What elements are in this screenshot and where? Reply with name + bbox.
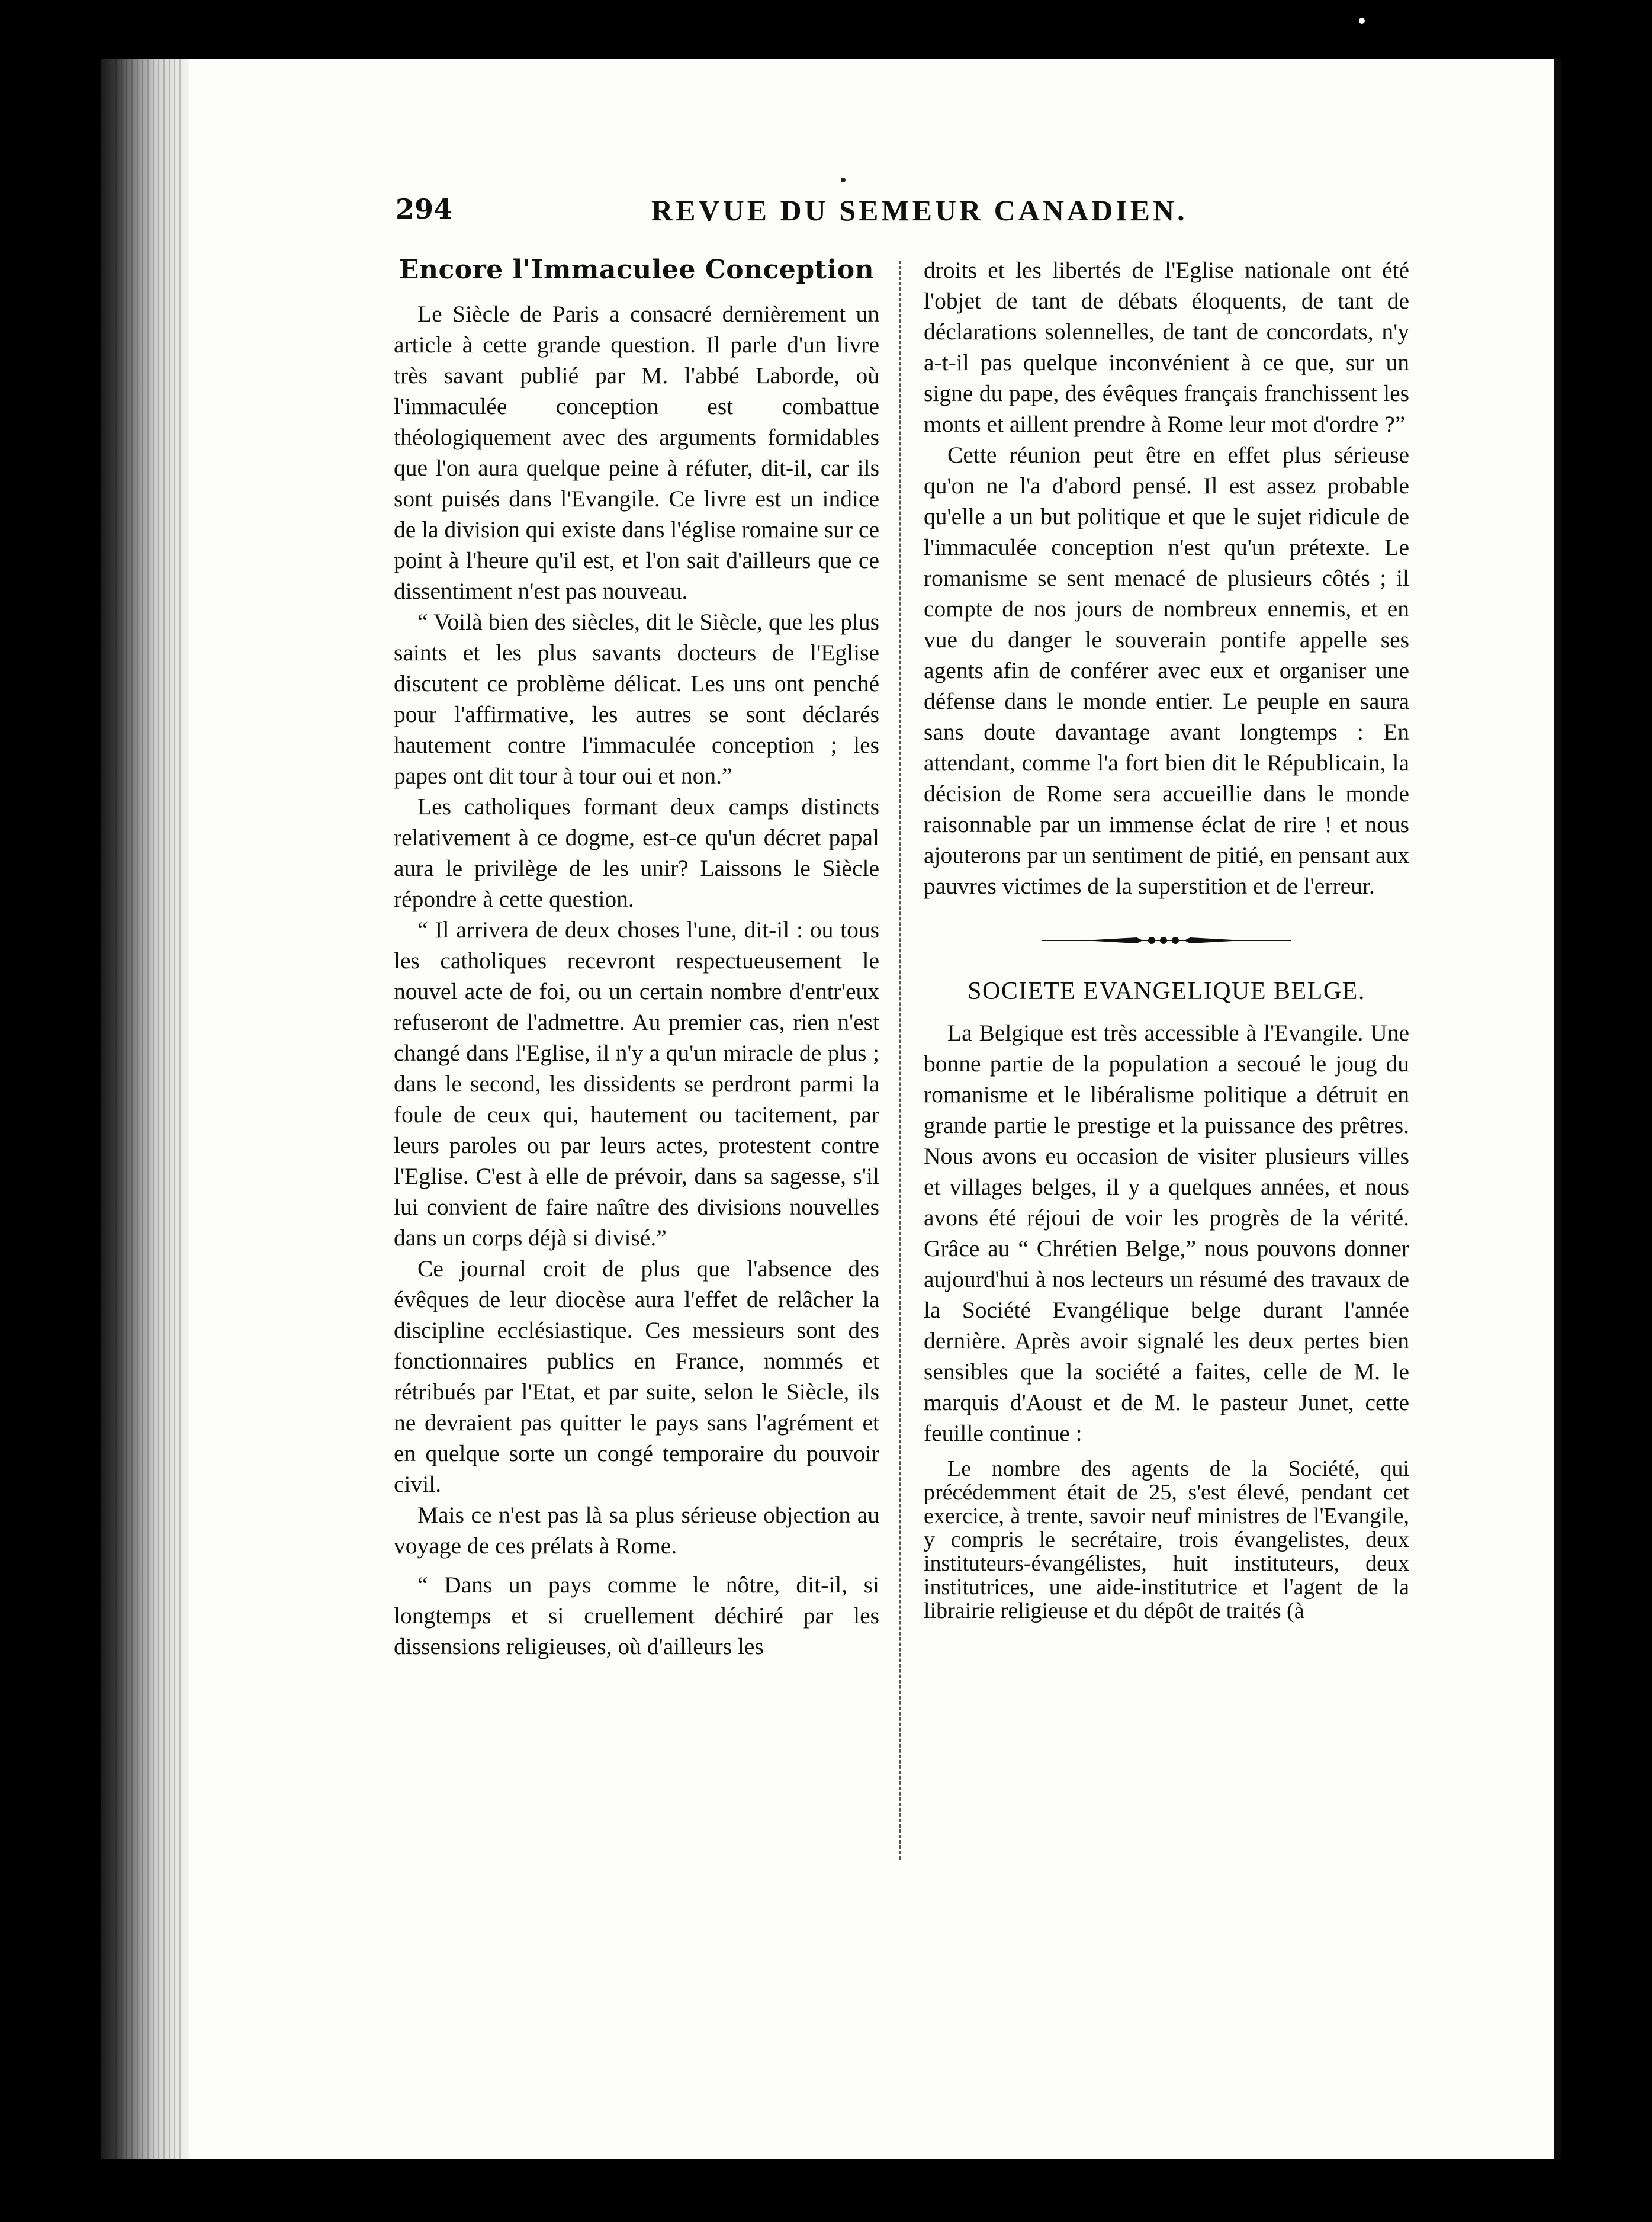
paragraph: Les catholiques formant deux camps distincts relativement à ce dogme, est-ce qu'un décret papal aura le privilège de les unir? Laissons le Siècle répondre à cette question. bbox=[394, 794, 879, 912]
left-column bbox=[394, 249, 879, 1662]
right-column bbox=[924, 255, 1409, 1623]
scan-speck bbox=[339, 213, 342, 217]
header-ornament-dot bbox=[841, 178, 846, 182]
paragraph: Mais ce n'est pas là sa plus sérieuse objection au voyage de ces prélats à Rome. bbox=[394, 1502, 879, 1559]
page-number: 294 bbox=[396, 193, 453, 225]
paragraph: “ Il arrivera de deux choses l'une, dit-il : ou tous les catholiques recevront respectueusement le nouvel acte de foi, ou un certain nombre d'entr'eux refuseront de l'admettre. Au premier cas, rien n'est changé dans l'Eglise, il n'y a qu'un miracle de plus ; dans le second, les dissidents se perdront parmi la foule de ceux qui, hautement ou tacitement, par leurs paroles ou par leurs actes, protestent contre l'Eglise. C'est à elle de prévoir, dans sa sagesse, s'il lui convient de faire naître des divisions nouvelles dans un corps déjà si divisé.” bbox=[394, 917, 879, 1251]
paragraph: Le nombre des agents de la Société, qui précédemment était de 25, s'est élevé, pendant cet exercice, à trente, savoir neuf ministres de l'Evangile, y compris le secrétaire, trois évangelistes, deux instituteurs-évangélistes, huit instituteurs, deux institutrices, une aide-institutrice et l'agent de la librairie religieuse et du dépôt de traités (à bbox=[924, 1456, 1409, 1623]
binding-page-edges bbox=[115, 59, 181, 2159]
page-right-edge bbox=[1554, 59, 1561, 2159]
section-title: SOCIETE EVANGELIQUE BELGE. bbox=[968, 978, 1365, 1005]
article-title: Encore l'Immaculee Conception bbox=[398, 255, 875, 285]
paragraph: “ Voilà bien des siècles, dit le Siècle, que les plus saints et les plus savants docteurs de l'Eglise discutent ce problème délicat. Les uns ont penché pour l'affirmative, les autres se sont déclarés hautement contre l'immaculée conception ; les papes ont dit tour à tour oui et non.” bbox=[394, 609, 879, 789]
paragraph: Le Siècle de Paris a consacré dernièrement un article à cette grande question. Il parle d'un livre très savant publié par M. l'abbé Laborde, où l'immaculée conception est combattue théologiquement avec des arguments formidables que l'on aura quelque peine à réfuter, dit-il, car ils sont puisés dans l'Evangile. Ce livre est un indice de la division qui existe dans l'église romaine sur ce point à l'heure qu'il est, et l'on sait d'ailleurs que ce dissentiment n'est pas nouveau. bbox=[394, 301, 879, 604]
paragraph: Ce journal croit de plus que l'absence des évêques de leur diocèse aura l'effet de relâcher la discipline ecclésiastique. Ces messieurs sont des fonctionnaires publics en France, nommés et rétribués par l'Etat, et par suite, selon le Siècle, ils ne devraient pas quitter le pays sans l'agrément et en quelque sorte un congé temporaire du pouvoir civil. bbox=[394, 1256, 879, 1497]
paragraph: droits et les libertés de l'Eglise nationale ont été l'objet de tant de débats éloquents, de tant de déclarations solennelles, de tant de concordats, n'y a-t-il pas quelque inconvénient à ce que, sur un signe du pape, des évêques français franchissent les monts et aillent prendre à Rome leur mot d'ordre ?” bbox=[924, 257, 1409, 437]
paragraph: “ Dans un pays comme le nôtre, dit-il, si longtemps et si cruellement déchiré par les dissensions religieuses, où d'ailleurs les bbox=[394, 1572, 879, 1659]
paragraph: La Belgique est très accessible à l'Evangile. Une bonne partie de la population a secoué le joug du romanisme et le libéralisme politique a détruit en grande partie le prestige et la puissance des prêtres. Nous avons eu occasion de visiter plusieurs villes et villages belges, il y a quelques années, et nous avons été réjoui de voir les progrès de la vérité. Grâce au “ Chrétien Belge,” nous pouvons donner aujourd'hui à nos lecteurs un résumé des travaux de la Société Evangélique belge durant l'année dernière. Après avoir signalé les deux pertes bien sensibles que la société a faites, celle de M. le marquis d'Aoust et de M. le pasteur Junet, cette feuille continue : bbox=[924, 1020, 1409, 1446]
paragraph: Cette réunion peut être en effet plus sérieuse qu'on ne l'a d'abord pensé. Il est assez probable qu'elle a un but politique et que le sujet ridicule de l'immaculée conception n'est qu'un prétexte. Le romanisme se sent menacé de plusieurs côtés ; il compte de nos jours de nombreux ennemis, et en vue du danger le souverain pontife appelle ses agents afin de conférer avec eux et organiser une défense dans le monde entier. Le peuple en saura sans doute davantage avant longtemps : En attendant, comme l'a fort bien dit le Républicain, la décision de Rome sera accueillie dans le monde raisonnable par un immense éclat de rire ! et nous ajouterons par un sentiment de pitié, en pensant aux pauvres victimes de la superstition et de l'erreur. bbox=[924, 442, 1409, 899]
scan-speck bbox=[1359, 18, 1365, 24]
section-divider-ornament bbox=[1042, 935, 1291, 946]
running-title: REVUE DU SEMEUR CANADIEN. bbox=[651, 194, 1188, 227]
column-divider bbox=[899, 261, 903, 1860]
